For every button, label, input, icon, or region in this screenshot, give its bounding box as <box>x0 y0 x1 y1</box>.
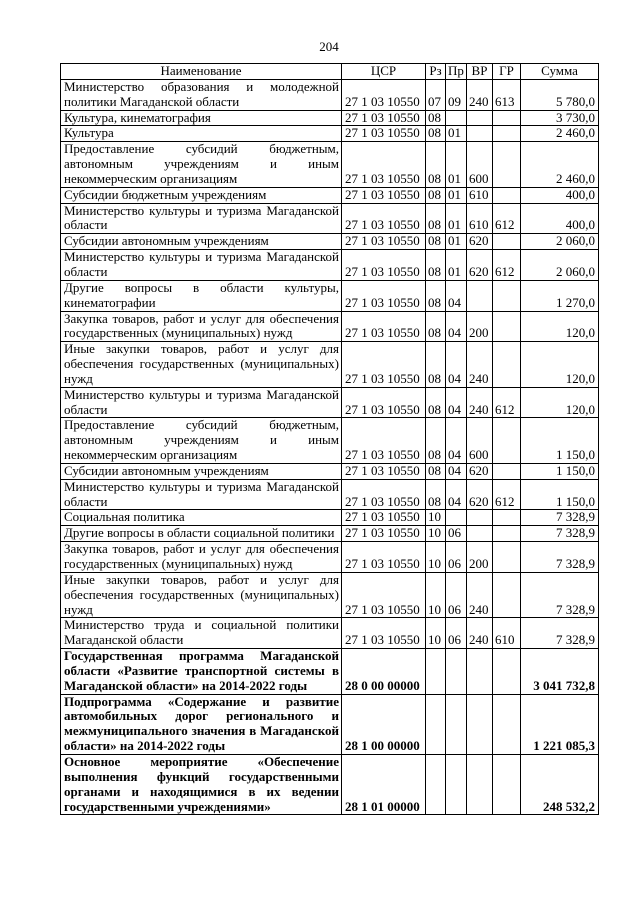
table-row <box>61 649 599 695</box>
sum-cell: 248 532,2 <box>521 754 599 814</box>
vr-cell: 620 <box>467 250 493 281</box>
vr-cell <box>467 510 493 526</box>
table-row <box>61 311 599 342</box>
name-cell <box>61 754 342 814</box>
name-line: автономным учреждениям и иным <box>64 432 339 448</box>
name-cell <box>61 694 342 754</box>
pr-cell: 04 <box>446 463 467 479</box>
vr-cell <box>467 280 493 311</box>
sum-cell: 2 460,0 <box>521 126 599 142</box>
sum-cell: 1 150,0 <box>521 479 599 510</box>
pr-cell <box>446 110 467 126</box>
header-name: Наименование <box>61 64 342 80</box>
vr-cell: 240 <box>467 342 493 388</box>
sum-cell: 1 150,0 <box>521 418 599 464</box>
csr-cell: 28 1 01 00000 <box>342 754 426 814</box>
table-row <box>61 618 599 649</box>
gr-cell <box>493 694 521 754</box>
sum-cell: 2 060,0 <box>521 234 599 250</box>
rz-cell: 08 <box>426 479 446 510</box>
name-line: Предоставление субсидий бюджетным, <box>64 417 339 433</box>
pr-cell: 09 <box>446 79 467 110</box>
vr-cell <box>467 110 493 126</box>
table-row <box>61 79 599 110</box>
table-row <box>61 203 599 234</box>
name-line: органами и находящимися в их ведении <box>64 783 339 799</box>
rz-cell <box>426 754 446 814</box>
pr-cell <box>446 649 467 695</box>
sum-cell: 7 328,9 <box>521 526 599 542</box>
table-row <box>61 754 599 814</box>
gr-cell <box>493 110 521 126</box>
gr-cell <box>493 311 521 342</box>
rz-cell: 10 <box>426 572 446 618</box>
name-line: Закупка товаров, работ и услуг для обеспечения <box>64 541 339 557</box>
vr-cell: 600 <box>467 142 493 188</box>
csr-cell: 27 1 03 10550 <box>342 126 426 142</box>
pr-cell: 01 <box>446 234 467 250</box>
page-number: 204 <box>319 39 339 54</box>
vr-cell <box>467 126 493 142</box>
name-line: области «Развитие транспортной системы в <box>64 662 339 678</box>
name-line: Министерство культуры и туризма Магаданской <box>64 479 339 494</box>
pr-cell: 01 <box>446 142 467 188</box>
vr-cell <box>467 649 493 695</box>
name-cell <box>61 110 342 126</box>
rz-cell: 10 <box>426 526 446 542</box>
name-line: Другие вопросы в области социальной политики <box>64 525 335 541</box>
name-line: Культура, кинематография <box>64 110 211 125</box>
name-cell <box>61 203 342 234</box>
sum-cell: 1 221 085,3 <box>521 694 599 754</box>
budget-table <box>60 63 599 815</box>
gr-cell <box>493 234 521 250</box>
name-line: области <box>64 401 108 417</box>
pr-cell: 04 <box>446 311 467 342</box>
sum-cell: 120,0 <box>521 342 599 388</box>
vr-cell: 620 <box>467 479 493 510</box>
name-line: выполнения функций государственными <box>64 768 339 784</box>
rz-cell: 08 <box>426 126 446 142</box>
gr-cell: 613 <box>493 79 521 110</box>
vr-cell <box>467 754 493 814</box>
name-cell <box>61 649 342 695</box>
name-line: области <box>64 217 108 233</box>
rz-cell: 08 <box>426 142 446 188</box>
name-line: Субсидии бюджетным учреждениям <box>64 187 267 202</box>
vr-cell: 610 <box>467 203 493 234</box>
gr-cell <box>493 526 521 542</box>
pr-cell: 06 <box>446 572 467 618</box>
name-line: Иные закупки товаров, работ и услуг для <box>64 341 339 357</box>
name-line: нужд <box>64 370 93 386</box>
gr-cell <box>493 126 521 142</box>
name-cell <box>61 572 342 618</box>
name-cell <box>61 142 342 188</box>
csr-cell: 27 1 03 10550 <box>342 463 426 479</box>
name-line: политики Магаданской области <box>64 93 240 109</box>
vr-cell: 240 <box>467 618 493 649</box>
name-line: Министерство культуры и туризма Магаданской <box>64 249 339 265</box>
csr-cell: 27 1 03 10550 <box>342 618 426 649</box>
csr-cell: 28 1 00 00000 <box>342 694 426 754</box>
gr-cell <box>493 418 521 464</box>
table-row <box>61 572 599 618</box>
pr-cell <box>446 510 467 526</box>
table-row <box>61 187 599 203</box>
name-line: Субсидии автономным учреждениям <box>64 233 269 249</box>
vr-cell: 200 <box>467 311 493 342</box>
rz-cell: 08 <box>426 463 446 479</box>
sum-cell: 120,0 <box>521 311 599 342</box>
vr-cell: 610 <box>467 187 493 203</box>
sum-cell: 2 060,0 <box>521 250 599 281</box>
sum-cell: 7 328,9 <box>521 510 599 526</box>
pr-cell: 01 <box>446 250 467 281</box>
name-line: кинематографии <box>64 294 156 310</box>
rz-cell: 08 <box>426 342 446 388</box>
name-cell <box>61 387 342 418</box>
rz-cell: 07 <box>426 79 446 110</box>
name-line: Предоставление субсидий бюджетным, <box>64 141 339 157</box>
name-line: Иные закупки товаров, работ и услуг для <box>64 572 339 587</box>
gr-cell <box>493 542 521 573</box>
csr-cell: 28 0 00 00000 <box>342 649 426 695</box>
table-row <box>61 110 599 126</box>
rz-cell: 10 <box>426 542 446 573</box>
gr-cell <box>493 187 521 203</box>
header-vr: ВР <box>467 64 493 80</box>
gr-cell: 612 <box>493 479 521 510</box>
table-row <box>61 542 599 573</box>
pr-cell: 04 <box>446 479 467 510</box>
name-line: обеспечения государственных (муниципальных) <box>64 586 339 602</box>
csr-cell: 27 1 03 10550 <box>342 479 426 510</box>
csr-cell: 27 1 03 10550 <box>342 79 426 110</box>
table-row <box>61 479 599 510</box>
rz-cell: 08 <box>426 250 446 281</box>
pr-cell <box>446 694 467 754</box>
name-cell <box>61 618 342 649</box>
name-line: Социальная политика <box>64 509 185 525</box>
pr-cell: 04 <box>446 280 467 311</box>
rz-cell: 10 <box>426 618 446 649</box>
table-row <box>61 526 599 542</box>
name-line: Магаданской области <box>64 632 184 648</box>
vr-cell: 620 <box>467 463 493 479</box>
pr-cell: 04 <box>446 387 467 418</box>
rz-cell: 08 <box>426 203 446 234</box>
csr-cell: 27 1 03 10550 <box>342 311 426 342</box>
pr-cell: 04 <box>446 342 467 388</box>
name-cell <box>61 463 342 479</box>
pr-cell: 06 <box>446 526 467 542</box>
name-line: Министерство культуры и туризма Магаданской <box>64 387 339 402</box>
table-row <box>61 463 599 479</box>
name-line: Министерство труда и социальной политики <box>64 617 339 633</box>
csr-cell: 27 1 03 10550 <box>342 510 426 526</box>
vr-cell <box>467 526 493 542</box>
csr-cell: 27 1 03 10550 <box>342 387 426 418</box>
gr-cell <box>493 463 521 479</box>
sum-cell: 2 460,0 <box>521 142 599 188</box>
csr-cell: 27 1 03 10550 <box>342 234 426 250</box>
table-header-row <box>61 64 599 80</box>
rz-cell: 08 <box>426 187 446 203</box>
gr-cell <box>493 649 521 695</box>
sum-cell: 1 270,0 <box>521 280 599 311</box>
sum-cell: 120,0 <box>521 387 599 418</box>
name-line: Государственная программа Магаданской <box>64 648 339 664</box>
name-line: области <box>64 493 108 509</box>
name-cell <box>61 342 342 388</box>
name-cell <box>61 418 342 464</box>
table-row <box>61 694 599 754</box>
name-cell <box>61 526 342 542</box>
name-line: Другие вопросы в области культуры, <box>64 280 339 295</box>
sum-cell: 7 328,9 <box>521 572 599 618</box>
gr-cell <box>493 280 521 311</box>
csr-cell: 27 1 03 10550 <box>342 110 426 126</box>
csr-cell: 27 1 03 10550 <box>342 280 426 311</box>
pr-cell: 06 <box>446 618 467 649</box>
name-line: нужд <box>64 601 93 617</box>
vr-cell: 200 <box>467 542 493 573</box>
name-line: области» на 2014-2022 годы <box>64 738 226 754</box>
sum-cell: 3 041 732,8 <box>521 649 599 695</box>
vr-cell: 240 <box>467 387 493 418</box>
header-sum: Сумма <box>521 64 599 80</box>
sum-cell: 5 780,0 <box>521 79 599 110</box>
sum-cell: 1 150,0 <box>521 463 599 479</box>
name-line: Министерство культуры и туризма Магаданской <box>64 203 339 218</box>
table-row <box>61 510 599 526</box>
name-line: Культура <box>64 125 114 141</box>
sum-cell: 400,0 <box>521 187 599 203</box>
table-row <box>61 142 599 188</box>
gr-cell <box>493 510 521 526</box>
name-line: Закупка товаров, работ и услуг для обеспечения <box>64 311 339 326</box>
name-line: государственных (муниципальных) нужд <box>64 325 293 341</box>
sum-cell: 7 328,9 <box>521 618 599 649</box>
csr-cell: 27 1 03 10550 <box>342 542 426 573</box>
name-line: Подпрограмма «Содержание и развитие <box>64 694 339 709</box>
gr-cell <box>493 342 521 388</box>
name-line: государственных (муниципальных) нужд <box>64 556 293 571</box>
name-cell <box>61 510 342 526</box>
name-line: автономным учреждениям и иным <box>64 156 339 172</box>
rz-cell: 08 <box>426 280 446 311</box>
pr-cell: 01 <box>446 126 467 142</box>
table-row <box>61 418 599 464</box>
name-cell <box>61 280 342 311</box>
table-body <box>61 79 599 815</box>
name-line: межмуниципального значения в Магаданской <box>64 723 339 739</box>
gr-cell: 610 <box>493 618 521 649</box>
sum-cell: 3 730,0 <box>521 110 599 126</box>
table-row <box>61 126 599 142</box>
table-row <box>61 250 599 281</box>
table-row <box>61 280 599 311</box>
header-csr: ЦСР <box>342 64 426 80</box>
pr-cell: 01 <box>446 203 467 234</box>
sum-cell: 400,0 <box>521 203 599 234</box>
name-line: Магаданской области» на 2014-2022 годы <box>64 677 308 693</box>
pr-cell <box>446 754 467 814</box>
gr-cell <box>493 142 521 188</box>
name-line: государственными учреждениями» <box>64 798 271 814</box>
rz-cell: 08 <box>426 418 446 464</box>
name-cell <box>61 311 342 342</box>
name-line: обеспечения государственных (муниципальных) <box>64 356 339 372</box>
header-pr: Пр <box>446 64 467 80</box>
rz-cell <box>426 694 446 754</box>
rz-cell: 08 <box>426 234 446 250</box>
header-rz: Рз <box>426 64 446 80</box>
csr-cell: 27 1 03 10550 <box>342 526 426 542</box>
csr-cell: 27 1 03 10550 <box>342 342 426 388</box>
vr-cell: 240 <box>467 79 493 110</box>
table-row <box>61 234 599 250</box>
name-line: Министерство образования и молодежной <box>64 79 339 94</box>
name-line: некоммерческим организациям <box>64 170 238 186</box>
csr-cell: 27 1 03 10550 <box>342 418 426 464</box>
csr-cell: 27 1 03 10550 <box>342 203 426 234</box>
name-line: Основное мероприятие «Обеспечение <box>64 754 339 769</box>
table-row <box>61 342 599 388</box>
vr-cell: 240 <box>467 572 493 618</box>
name-cell <box>61 234 342 250</box>
gr-cell <box>493 754 521 814</box>
pr-cell: 06 <box>446 542 467 573</box>
gr-cell: 612 <box>493 387 521 418</box>
header-gr: ГР <box>493 64 521 80</box>
name-line: некоммерческим организациям <box>64 447 238 463</box>
rz-cell: 08 <box>426 311 446 342</box>
gr-cell: 612 <box>493 250 521 281</box>
csr-cell: 27 1 03 10550 <box>342 250 426 281</box>
name-line: области <box>64 263 108 279</box>
name-cell <box>61 126 342 142</box>
name-cell <box>61 187 342 203</box>
gr-cell: 612 <box>493 203 521 234</box>
rz-cell: 10 <box>426 510 446 526</box>
name-cell <box>61 79 342 110</box>
csr-cell: 27 1 03 10550 <box>342 187 426 203</box>
vr-cell: 620 <box>467 234 493 250</box>
vr-cell: 600 <box>467 418 493 464</box>
rz-cell <box>426 649 446 695</box>
pr-cell: 04 <box>446 418 467 464</box>
name-cell <box>61 542 342 573</box>
csr-cell: 27 1 03 10550 <box>342 572 426 618</box>
gr-cell <box>493 572 521 618</box>
pr-cell: 01 <box>446 187 467 203</box>
sum-cell: 7 328,9 <box>521 542 599 573</box>
table-row <box>61 387 599 418</box>
name-cell <box>61 479 342 510</box>
rz-cell: 08 <box>426 110 446 126</box>
vr-cell <box>467 694 493 754</box>
rz-cell: 08 <box>426 387 446 418</box>
name-line: Субсидии автономным учреждениям <box>64 463 269 478</box>
csr-cell: 27 1 03 10550 <box>342 142 426 188</box>
name-cell <box>61 250 342 281</box>
name-line: автомобильных дорог регионального и <box>64 708 339 724</box>
